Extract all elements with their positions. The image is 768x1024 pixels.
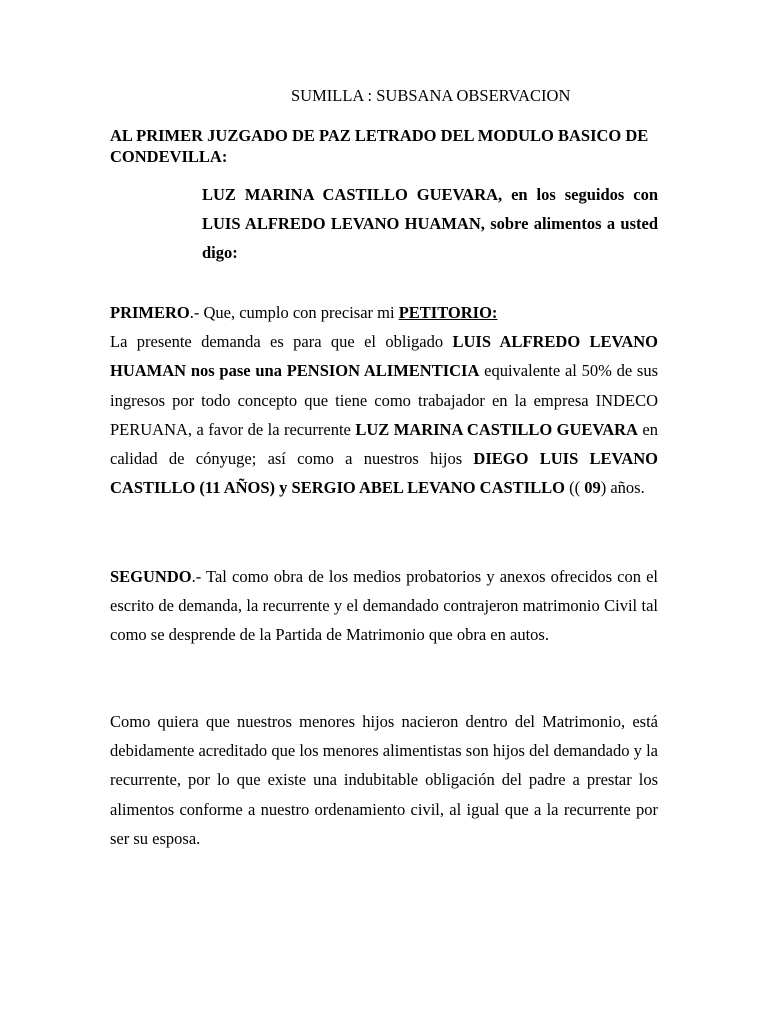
segundo-heading: SEGUNDO	[110, 567, 192, 586]
primero-text-3: equivalente al 50% de sus ingresos por todo concepto que tiene como trabajador en la empresa INDECO PERUANA, a favor de la recurrente	[110, 361, 659, 439]
primero-paragraph: PRIMERO.- Que, cumplo con precisar mi PETITORIO: La presente demanda es para que el obligado LUIS ALFREDO LEVANO HUAMAN nos pase una PENSION ALIMENTICIA equivalente al 50% de sus ingresos por todo concepto que tiene como trabajador en la empresa INDECO PERUANA, a favor de la recurrente LUZ MARINA CASTILLO GUEVARA en calidad de cónyuge; así como a nuestros hijos DIEGO LUIS LEVANO CASTILLO (11 AÑOS) y SERGIO ABEL LEVANO CASTILLO (( 09) años.	[110, 303, 659, 498]
pension-text: nos pase una PENSION ALIMENTICIA	[190, 361, 480, 381]
sumilla-line: SUMILLA : SUBSANA OBSERVACION	[291, 86, 571, 105]
petitorio-label: PETITORIO:	[398, 303, 498, 322]
segundo-text: .- Tal como obra de los medios probatorios y anexos ofrecidos con el escrito de demanda, la recurrente y el demandado contrajeron matrimonio Civil tal como se desprende de la Partida de Matrimonio que obra en autos.	[110, 567, 658, 645]
recurrente-name: LUZ MARINA CASTILLO GUEVARA	[355, 419, 638, 439]
primero-lead: .- Que, cumplo con precisar mi	[189, 303, 399, 322]
primero-text-1: La presente demanda es para que el obligado	[110, 332, 453, 352]
matrimonio-paragraph: Como quiera que nuestros menores hijos nacieron dentro del Matrimonio, está debidamente acreditado que los menores alimentistas son hijos del demandado y la recurrente, por lo que existe una indubitable obligación del padre a prestar los alimentos conforme a nuestro ordenamiento civil, al igual que a la recurrente por ser su esposa.	[110, 712, 658, 848]
court-addressee: AL PRIMER JUZGADO DE PAZ LETRADO DEL MODULO BASICO DE CONDEVILLA:	[110, 126, 649, 166]
intro-paragraph: LUZ MARINA CASTILLO GUEVARA, en los seguidos con LUIS ALFREDO LEVANO HUAMAN, sobre alimentos a usted digo:	[202, 185, 658, 262]
edad-value: 09	[584, 478, 601, 498]
obligado-name: LUIS ALFREDO LEVANO HUAMAN	[110, 332, 658, 381]
primero-text-4: en calidad de cónyuge; así como a nuestros hijos	[110, 419, 659, 469]
primero-heading: PRIMERO	[110, 303, 190, 322]
segundo-paragraph	[110, 562, 658, 650]
hijos-names: DIEGO LUIS LEVANO CASTILLO (11 AÑOS) y SERGIO ABEL LEVANO CASTILLO	[110, 449, 658, 498]
